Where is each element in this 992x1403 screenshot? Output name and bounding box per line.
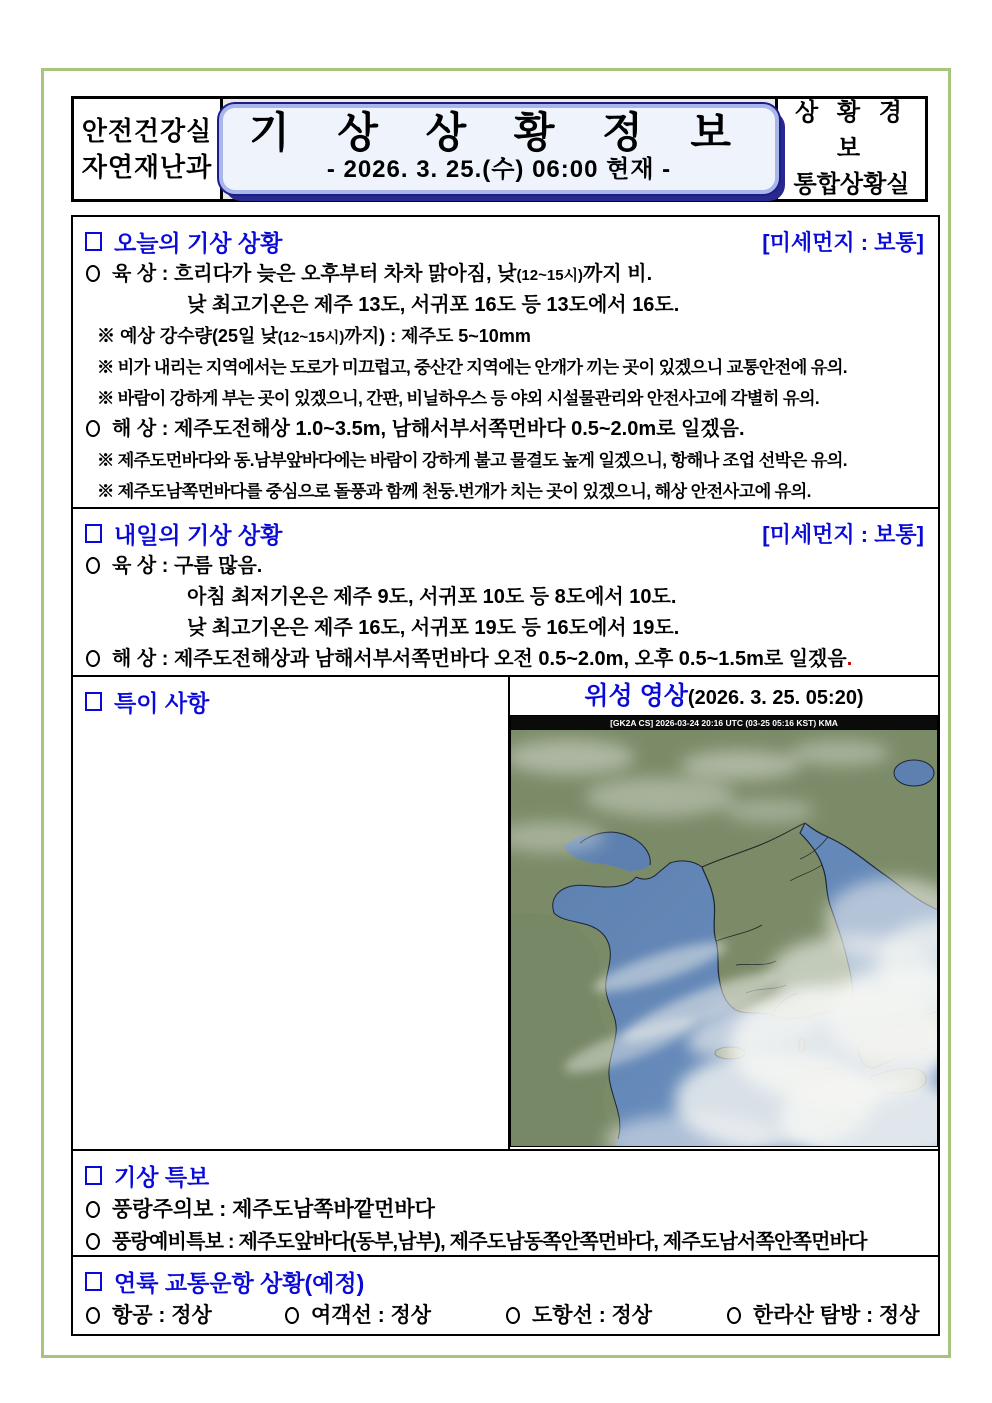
section-transport-header bbox=[73, 1257, 938, 1299]
wind-wave-advisory-line bbox=[73, 1193, 938, 1226]
circle-bullet-icon bbox=[285, 1307, 299, 1324]
today-land-line bbox=[73, 259, 938, 290]
circle-bullet-icon bbox=[506, 1307, 520, 1324]
today-rain-note-a: ※ 예상 강수량(25일 낮 bbox=[97, 326, 278, 346]
today-sea-note1: ※ 제주도먼바다와 동.남부앞바다에는 바람이 강하게 불고 물결도 높게 일겠으니, 항해나 조업 선박은 유의. bbox=[97, 450, 847, 470]
report-header bbox=[71, 96, 928, 202]
tomorrow-land-line bbox=[73, 551, 938, 582]
blue-square-icon bbox=[85, 692, 102, 711]
tomorrow-land-text: 육 상 : 구름 많음. bbox=[112, 555, 263, 577]
department-cell bbox=[71, 96, 223, 202]
section-transport-title-text: 연륙 교통운항 상황(예정) bbox=[114, 1269, 365, 1296]
section-today-title bbox=[85, 225, 282, 258]
section-special-header bbox=[73, 677, 508, 719]
today-rain-note-hours: (12~15시) bbox=[277, 329, 345, 346]
circle-bullet-icon bbox=[86, 1201, 100, 1218]
satellite-timestamp: (2026. 3. 25. 05:20) bbox=[687, 687, 864, 709]
blue-square-icon bbox=[85, 1166, 102, 1185]
today-land-text-a: 육 상 : 흐리다가 늦은 오후부터 차차 맑아짐, 낮 bbox=[112, 263, 517, 285]
transport-island-boat-text: 도항선 : 정상 bbox=[532, 1304, 653, 1327]
department-line2: 자연재난과 bbox=[81, 152, 213, 182]
transport-ferry-text: 여객선 : 정상 bbox=[311, 1304, 432, 1327]
section-tomorrow-header bbox=[73, 509, 938, 551]
dust-status-today: [미세먼지 : 보통] bbox=[762, 229, 924, 255]
section-warnings-title bbox=[85, 1159, 209, 1192]
circle-bullet-icon bbox=[86, 650, 100, 667]
section-today-header bbox=[73, 217, 938, 259]
blue-square-icon bbox=[85, 524, 102, 543]
satellite-image bbox=[510, 715, 938, 1147]
transport-island-boat bbox=[506, 1299, 727, 1334]
blue-square-icon bbox=[85, 232, 102, 251]
section-warnings bbox=[73, 1149, 938, 1255]
department-line1: 안전건강실 bbox=[81, 116, 213, 146]
section-special bbox=[73, 675, 938, 1149]
today-rain-note-b: 까지) : 제주도 5~10mm bbox=[344, 326, 531, 346]
transport-ferry bbox=[285, 1299, 506, 1334]
satellite-caption-row bbox=[510, 677, 938, 715]
circle-bullet-icon bbox=[86, 557, 100, 574]
circle-bullet-icon bbox=[86, 1233, 100, 1250]
satellite-title: 위성 영상 bbox=[584, 682, 688, 710]
today-sea-line bbox=[73, 414, 938, 445]
section-transport bbox=[73, 1255, 938, 1334]
section-today bbox=[73, 217, 938, 507]
today-land-hours: (12~15시) bbox=[516, 267, 584, 284]
section-tomorrow-title bbox=[85, 517, 282, 550]
wind-wave-advisory-text: 풍랑주의보 : 제주도남쪽바깥먼바다 bbox=[112, 1198, 435, 1221]
section-tomorrow-title-text: 내일의 기상 상황 bbox=[114, 521, 283, 548]
title-badge bbox=[219, 104, 779, 194]
section-special-title-text: 특이 사항 bbox=[114, 689, 210, 716]
tomorrow-morning-temp-line: 아침 최저기온은 제주 9도, 서귀포 10도 등 8도에서 10도. bbox=[187, 586, 677, 608]
wind-wave-preliminary-text: 풍랑예비특보 : 제주도앞바다(동부,남부), 제주도남동쪽안쪽먼바다, 제주도남서쪽안쪽먼바다 bbox=[112, 1231, 867, 1253]
today-land-temp-line: 낮 최고기온은 제주 13도, 서귀포 16도 등 13도에서 16도. bbox=[187, 294, 680, 316]
section-today-title-text: 오늘의 기상 상황 bbox=[114, 229, 283, 256]
section-warnings-title-text: 기상 특보 bbox=[114, 1163, 210, 1190]
tomorrow-sea-line bbox=[73, 644, 938, 675]
tomorrow-sea-period: . bbox=[846, 648, 853, 670]
transport-air bbox=[86, 1299, 285, 1334]
report-title: 기 상 상 황 정 보 bbox=[249, 109, 749, 156]
report-body-table bbox=[71, 215, 940, 1336]
office-line2: 통합상황실 bbox=[793, 171, 910, 198]
transport-hallasan bbox=[727, 1299, 920, 1334]
dust-status-tomorrow: [미세먼지 : 보통] bbox=[762, 521, 924, 547]
circle-bullet-icon bbox=[727, 1307, 741, 1324]
title-cell bbox=[223, 96, 778, 202]
office-cell bbox=[778, 96, 928, 202]
circle-bullet-icon bbox=[86, 420, 100, 437]
circle-bullet-icon bbox=[86, 1307, 100, 1324]
report-datetime: - 2026. 3. 25.(수) 06:00 현재 - bbox=[326, 156, 672, 183]
blue-square-icon bbox=[85, 1272, 102, 1291]
circle-bullet-icon bbox=[86, 265, 100, 282]
today-sea-text: 해 상 : 제주도전해상 1.0~3.5m, 남해서부서쪽먼바다 0.5~2.0m로 일겠음. bbox=[112, 418, 745, 440]
special-notes-column bbox=[73, 677, 510, 1149]
wind-wave-preliminary-line bbox=[73, 1226, 938, 1255]
section-warnings-header bbox=[73, 1151, 938, 1193]
transport-status-row bbox=[73, 1299, 938, 1334]
section-transport-title bbox=[85, 1265, 364, 1298]
section-special-title bbox=[85, 685, 209, 718]
transport-hallasan-text: 한라산 탐방 : 정상 bbox=[753, 1304, 920, 1327]
office-line1: 상 황 경 보 bbox=[795, 99, 908, 162]
today-land-text-b: 까지 비. bbox=[583, 263, 653, 285]
tomorrow-sea-text: 해 상 : 제주도전해상과 남해서부서쪽먼바다 오전 0.5~2.0m, 오후 0.5~1.5m로 일겠음 bbox=[112, 648, 847, 670]
tomorrow-day-temp-line: 낮 최고기온은 제주 16도, 서귀포 19도 등 16도에서 19도. bbox=[187, 617, 680, 639]
today-wind-note: ※ 바람이 강하게 부는 곳이 있겠으니, 간판, 비닐하우스 등 야외 시설물관리와 안전사고에 각별히 유의. bbox=[97, 388, 819, 408]
satellite-caption-text: [GK2A CS] 2026-03-24 20:16 UTC (03-25 05:16 KST) KMA bbox=[610, 718, 838, 728]
today-sea-note2: ※ 제주도남쪽먼바다를 중심으로 돌풍과 함께 천둥.번개가 치는 곳이 있겠으니, 해상 안전사고에 유의. bbox=[97, 481, 811, 501]
satellite-column bbox=[510, 677, 938, 1149]
today-road-note: ※ 비가 내리는 지역에서는 도로가 미끄럽고, 중산간 지역에는 안개가 끼는 곳이 있겠으니 교통안전에 유의. bbox=[97, 357, 847, 377]
section-tomorrow bbox=[73, 507, 938, 675]
today-rain-note bbox=[73, 321, 938, 352]
transport-air-text: 항공 : 정상 bbox=[112, 1304, 212, 1327]
